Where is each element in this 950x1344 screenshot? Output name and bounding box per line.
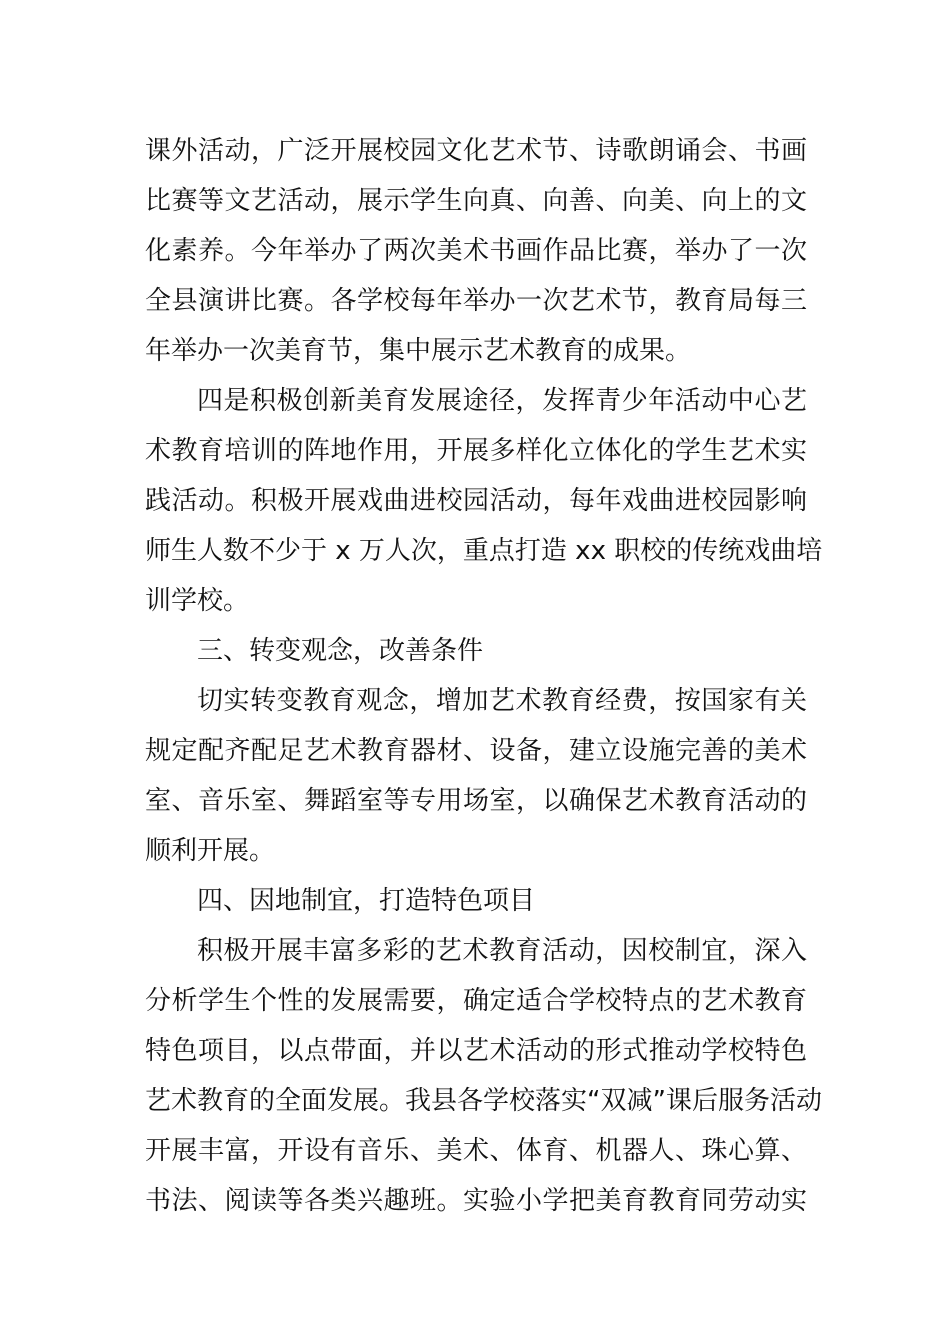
text-line: 践活动。积极开展戏曲进校园活动，每年戏曲进校园影响 <box>145 486 807 516</box>
paragraph-start-line: 切实转变教育观念，增加艺术教育经费，按国家有关 <box>197 686 807 716</box>
text-line: 化素养。今年举办了两次美术书画作品比赛，举办了一次 <box>145 236 807 266</box>
text-line: 艺术教育的全面发展。我县各学校落实“双减”课后服务活动 <box>145 1086 822 1116</box>
text-line: 全县演讲比赛。各学校每年举办一次艺术节，教育局每三 <box>145 286 807 316</box>
text-line: 分析学生个性的发展需要，确定适合学校特点的艺术教育 <box>145 986 807 1016</box>
text-line: 课外活动，广泛开展校园文化艺术节、诗歌朗诵会、书画 <box>145 136 807 166</box>
text-line: 术教育培训的阵地作用，开展多样化立体化的学生艺术实 <box>145 436 807 466</box>
paragraph-start-line: 四是积极创新美育发展途径，发挥青少年活动中心艺 <box>197 386 807 416</box>
text-line: 年举办一次美育节，集中展示艺术教育的成果。 <box>145 336 692 366</box>
text-line: 规定配齐配足艺术教育器材、设备，建立设施完善的美术 <box>145 736 807 766</box>
text-line: 书法、阅读等各类兴趣班。实验小学把美育教育同劳动实 <box>145 1186 807 1216</box>
section-heading-3: 三、转变观念，改善条件 <box>197 636 484 666</box>
text-line: 训学校。 <box>145 586 250 616</box>
text-line: 顺利开展。 <box>145 836 276 866</box>
text-line: 室、音乐室、舞蹈室等专用场室，以确保艺术教育活动的 <box>145 786 807 816</box>
paragraph-start-line: 积极开展丰富多彩的艺术教育活动，因校制宜，深入 <box>197 936 807 966</box>
text-line: 比赛等文艺活动，展示学生向真、向善、向美、向上的文 <box>145 186 807 216</box>
document-body <box>145 126 823 1226</box>
section-heading-4: 四、因地制宜，打造特色项目 <box>197 886 536 916</box>
text-line: 师生人数不少于 x 万人次，重点打造 xx 职校的传统戏曲培 <box>145 536 823 566</box>
text-line: 开展丰富，开设有音乐、美术、体育、机器人、珠心算、 <box>145 1136 807 1166</box>
text-line: 特色项目，以点带面，并以艺术活动的形式推动学校特色 <box>145 1036 807 1066</box>
